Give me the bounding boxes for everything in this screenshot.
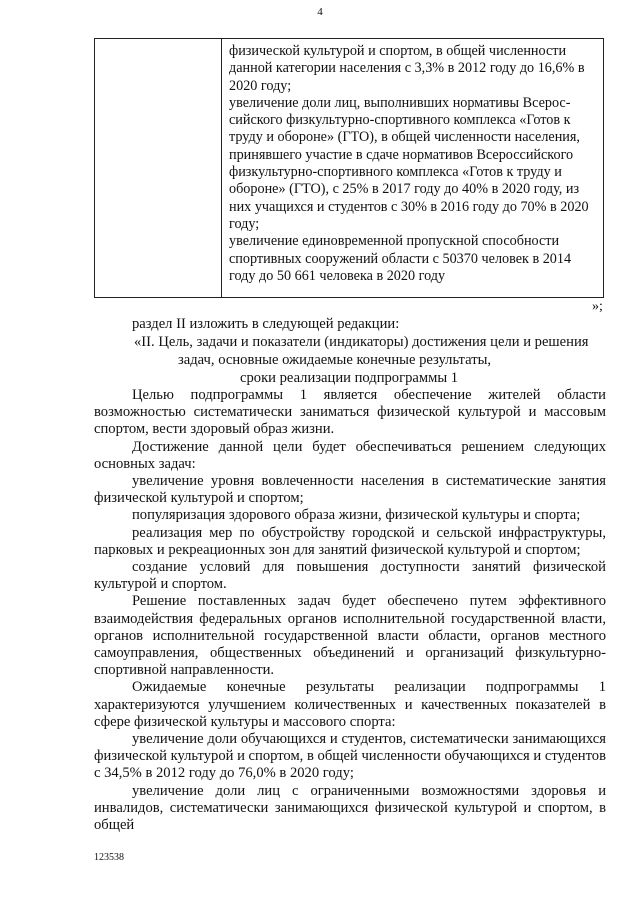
paragraph-tasks-intro: Достижение данной цели будет обеспечиваться решением следующих основных задач: [94,438,606,472]
section-title-line-2: задач, основные ожидаемые конечные результаты, [178,352,492,368]
paragraph-task-2: популяризация здорового образа жизни, физической культуры и спорта; [132,507,581,524]
paragraph-result-1: увеличение доли обучающихся и студентов, систематически занимающихся физической культурой и спортом, в общей численности обучающихся и студентов с 34,5% в 2012 году до 76,0% в 2020 году; [94,731,606,782]
section-title-line-1: «II. Цель, задачи и показатели (индикаторы) достижения цели и решения [134,334,589,350]
continuation-table [94,38,604,298]
paragraph-results-intro: Ожидаемые конечные результаты реализации подпрограммы 1 характеризуются улучшением количественных и качественных показателей в сфере физической культуры и массового спорта: [94,679,606,730]
paragraph-solution: Решение поставленных задач будет обеспечено путем эффективного взаимодействия федеральных органов исполнительной государственной власти, органов исполнительной государственной власти области, органов местного самоуправления, общественных объединений и организаций физкультурно-спортивной направленности. [94,593,606,679]
section-title-line-3: сроки реализации подпрограммы 1 [240,370,459,386]
table-column-divider [221,39,222,297]
paragraph-result-2: увеличение доли лиц с ограниченными возможностями здоровья и инвалидов, систематически занимающихся физической культурой и спортом, в общей [94,782,606,834]
section-intro: раздел II изложить в следующей редакции: [132,316,400,332]
body-text [94,387,606,834]
table-cell-paragraph: увеличение доли лиц, выполнивших нормативы Всерос-сийского физкультурно-спортивного комплекса «Готов к труду и обороне» (ГТО), в общей численности населения, принявшего участие в сдаче нормативов Всероссийского физкультурно-спортивного комплекса «Готов к труду и обороне» (ГТО), с 25% в 2017 году до 40% в 2020 году, из них учащихся и студентов с 30% в 2016 году до 70% в 2020 году; [229,94,589,232]
paragraph-task-3: реализация мер по обустройству городской и сельской инфраструктуры, парковых и рекреационных зон для занятий физической культурой и спортом; [94,524,606,558]
paragraph-goal: Целью подпрограммы 1 является обеспечение жителей области возможностью систематически заниматься физической культурой и массовым спортом, вести здоровый образ жизни. [94,387,606,438]
paragraph-task-1: увеличение уровня вовлеченности населения в систематические занятия физической культурой и спортом; [94,473,606,507]
page-number: 4 [317,6,323,18]
footer-code: 123538 [94,852,124,863]
table-closing-quote: »; [592,299,603,314]
table-right-cell [229,43,597,285]
table-cell-paragraph: увеличение единовременной пропускной способности спортивных сооружений области с 50370 человек в 2014 году до 50 661 человека в 2020 году [229,233,572,284]
paragraph-task-4: создание условий для повышения доступности занятий физической культурой и спортом. [94,559,606,593]
table-cell-paragraph: физической культурой и спортом, в общей численности данной категории населения с 3,3% в 2012 году до 16,6% в 2020 году; [229,43,585,94]
